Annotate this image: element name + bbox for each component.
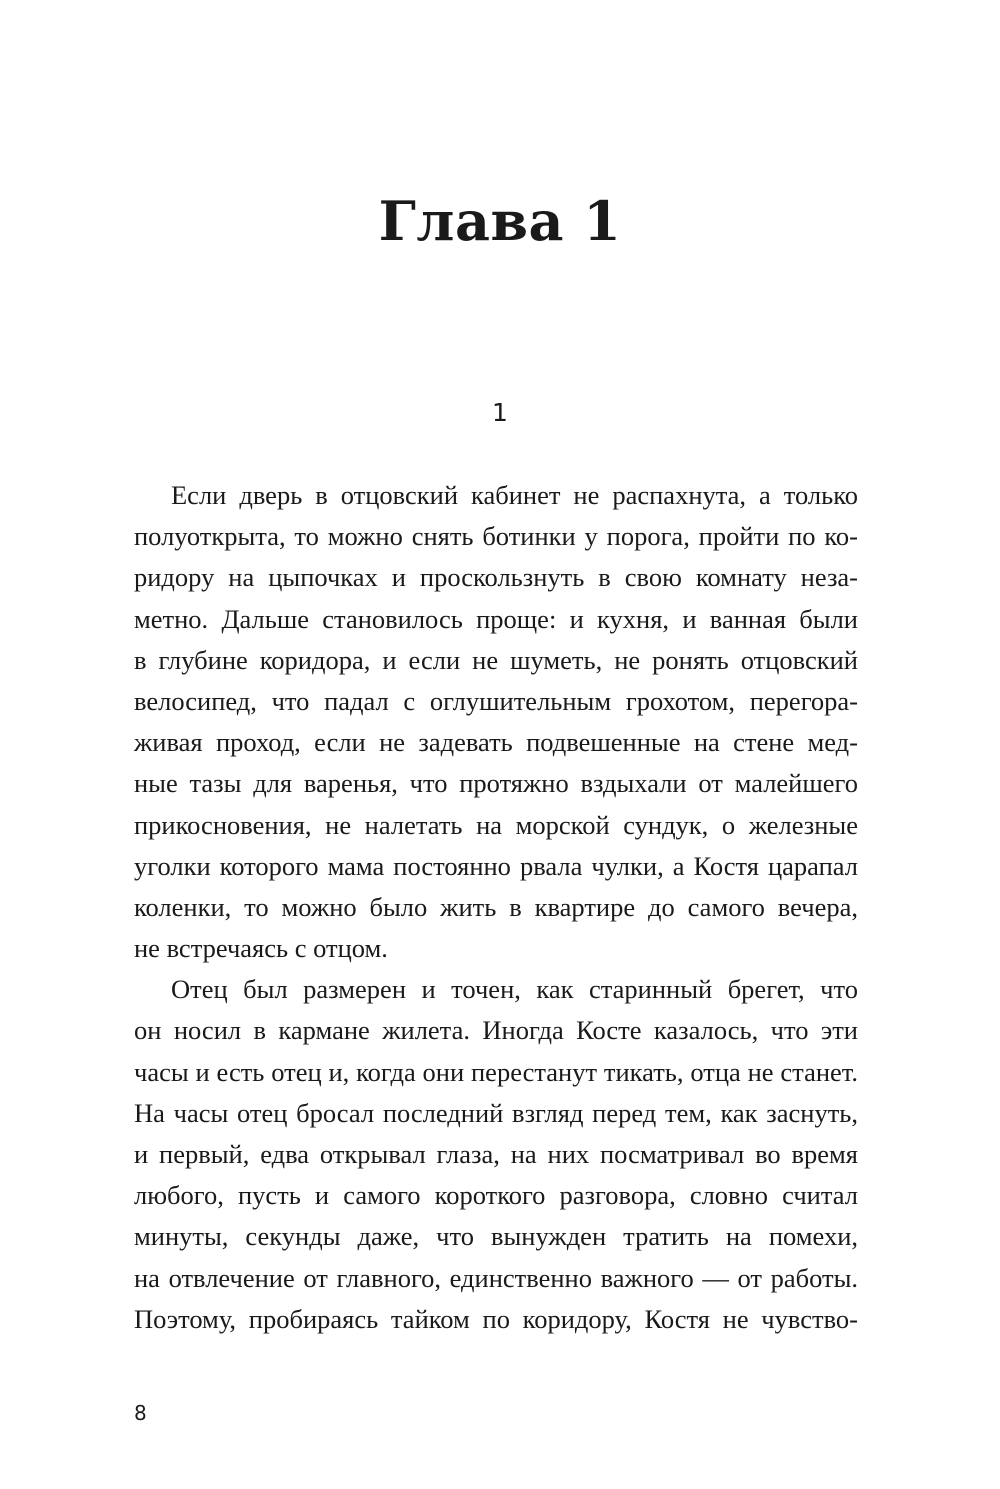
body-text <box>134 475 858 1340</box>
text-line: Поэтому, пробираясь тайком по коридору, Костя не чувство- <box>134 1303 858 1334</box>
text-line: и первый, едва открывал глаза, на них посматривал во время <box>134 1139 858 1169</box>
text-line: в глубине коридора, и если не шуметь, не ронять отцовский <box>134 644 858 675</box>
page-number: 8 <box>134 1401 147 1425</box>
text-line: ные тазы для варенья, что протяжно вздыхали от малейшего <box>134 768 858 799</box>
text-line: полуоткрыта, то можно снять ботинки у порога, пройти по ко- <box>134 521 858 552</box>
text-line: Отец был размерен и точен, как старинный брегет, что <box>171 974 858 1005</box>
text-line: на отвлечение от главного, единственно важного — от работы. <box>134 1262 858 1293</box>
text-line: прикосновения, не налетать на морской сундук, о железные <box>134 809 858 840</box>
text-line: живая проход, если не задевать подвешенные на стене мед- <box>134 727 858 758</box>
text-line: Если дверь в отцовский кабинет не распахнута, а только <box>171 480 858 510</box>
text-line: он носил в кармане жилета. Иногда Косте казалось, что эти <box>134 1015 858 1046</box>
text-line: часы и есть отец и, когда они перестанут тикать, отца не станет. <box>134 1056 858 1087</box>
section-number: 1 <box>492 398 508 427</box>
chapter-title: Глава 1 <box>378 189 622 253</box>
text-line: метно. Дальше становилось проще: и кухня, и ванная были <box>134 603 858 634</box>
text-line: уголки которого мама постоянно рвала чулки, а Костя царапал <box>134 850 858 881</box>
text-line: минуты, секунды даже, что вынужден тратить на помехи, <box>134 1221 858 1252</box>
text-line: коленки, то можно было жить в квартире до самого вечера, <box>134 891 858 922</box>
text-line: На часы отец бросал последний взгляд перед тем, как заснуть, <box>134 1097 858 1128</box>
text-line: любого, пусть и самого короткого разговора, словно считал <box>134 1180 858 1211</box>
text-line: ридору на цыпочках и проскользнуть в свою комнату неза- <box>134 562 858 593</box>
text-line: велосипед, что падал с оглушительным грохотом, перегора- <box>134 685 858 716</box>
text-line: не встречаясь с отцом. <box>134 933 388 964</box>
